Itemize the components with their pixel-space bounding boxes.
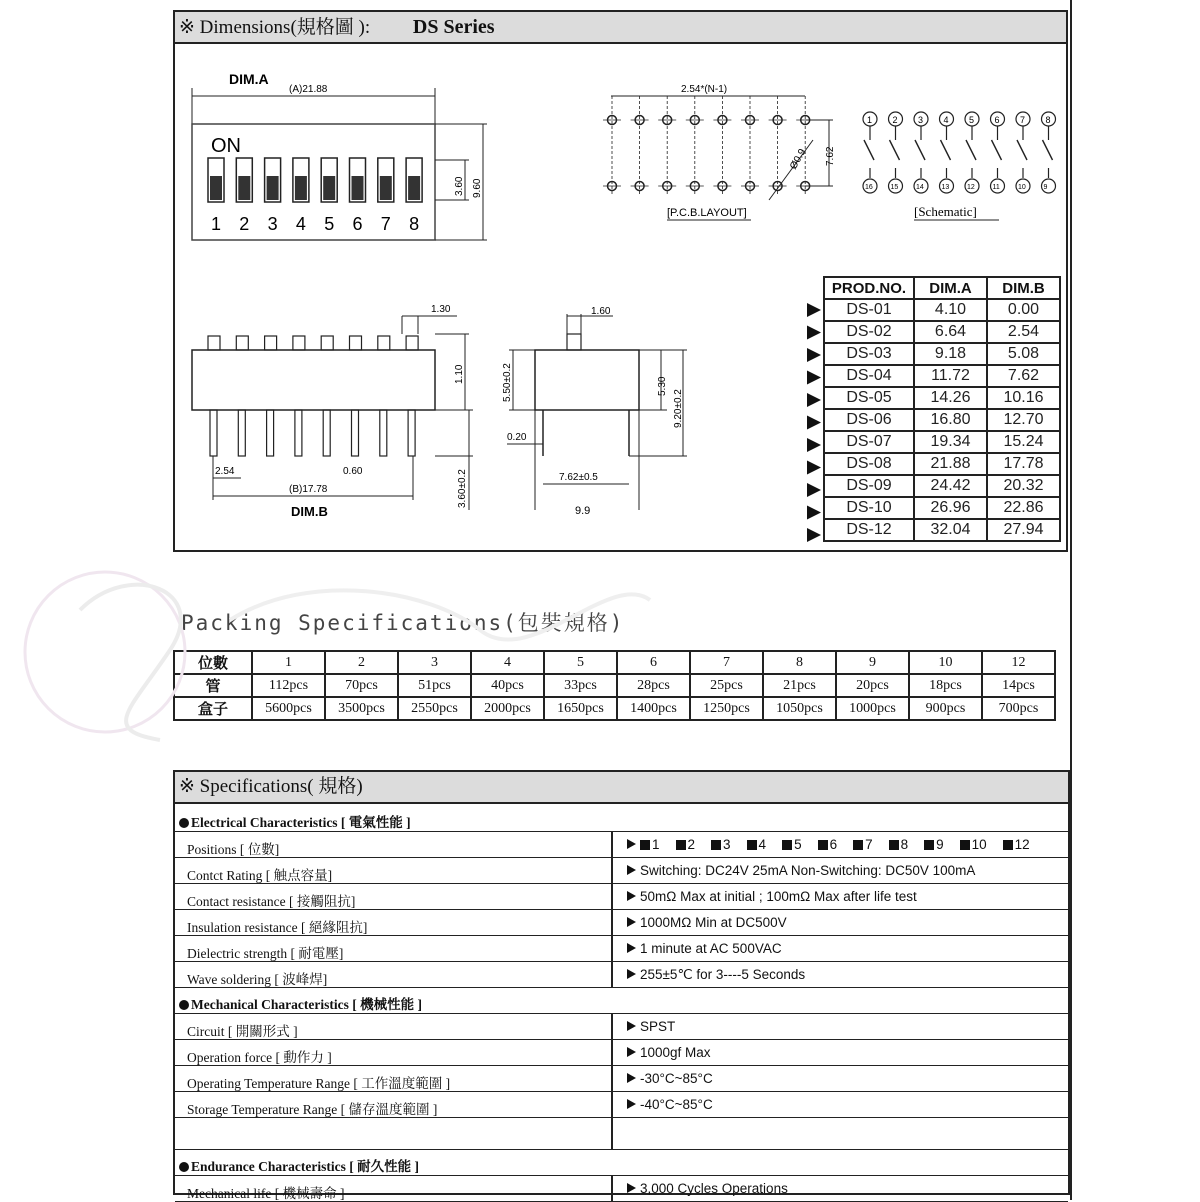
packing-cell: 700pcs (982, 697, 1055, 720)
side-actuator (208, 336, 220, 350)
prod-cell-number: DS-09 (824, 475, 914, 497)
position-value: 12 (1014, 837, 1030, 852)
switch-number: 2 (239, 214, 250, 234)
schematic-switches (863, 112, 1056, 193)
prod-table-row (824, 321, 1060, 343)
prod-table-row (824, 409, 1060, 431)
triangle-icon (627, 1073, 636, 1083)
dip-switch-knob (210, 176, 222, 200)
packing-cell: 18pcs (909, 674, 982, 697)
prod-cell-dima: 26.96 (914, 497, 987, 519)
schematic-pin-number: 10 (1018, 184, 1026, 191)
switch-number: 4 (295, 214, 306, 234)
prod-cell-number: DS-03 (824, 343, 914, 365)
prod-cell-dima: 6.64 (914, 321, 987, 343)
row-arrow-icon (807, 528, 821, 542)
packing-table (173, 650, 1056, 721)
switch-array (208, 158, 422, 234)
prod-cell-number: DS-08 (824, 453, 914, 475)
prod-cell-dimb: 0.00 (987, 299, 1060, 321)
dim-960: 9.60 (472, 178, 483, 198)
spec-row (175, 936, 1068, 962)
triangle-icon (627, 839, 636, 849)
switch-number: 7 (380, 214, 391, 234)
packing-cell: 3500pcs (325, 697, 398, 720)
dimensions-header-prefix: ※ Dimensions(規格圖 ): (179, 17, 371, 38)
bullet-icon (179, 1000, 189, 1010)
spec-label: Operating Temperature Range [ 工作溫度範圍 ] (187, 1076, 451, 1091)
triangle-icon (627, 1099, 636, 1109)
spec-label: Contact resistance [ 接觸阻抗] (187, 894, 356, 909)
prod-cell-dimb: 15.24 (987, 431, 1060, 453)
schematic-pin-number: 7 (1020, 115, 1026, 125)
square-icon (640, 840, 650, 850)
spec-category (175, 988, 1068, 1014)
square-icon (889, 840, 899, 850)
packing-cell: 900pcs (909, 697, 982, 720)
packing-cell: 8 (763, 651, 836, 674)
packing-cell: 2550pcs (398, 697, 471, 720)
pcb-top-dim: 2.54*(N-1) (681, 84, 728, 95)
on-label: ON (211, 135, 241, 157)
spec-row (175, 1066, 1068, 1092)
prod-cell-dimb: 20.32 (987, 475, 1060, 497)
spec-label: Wave soldering [ 波峰焊] (187, 972, 328, 987)
end-762: 7.62±0.5 (559, 472, 598, 483)
side-pin (380, 410, 387, 456)
square-icon (818, 840, 828, 850)
side-actuator (321, 336, 333, 350)
prod-cell-dima: 32.04 (914, 519, 987, 541)
end-920: 9.20±0.2 (673, 389, 684, 428)
prod-table-row (824, 497, 1060, 519)
position-value: 10 (971, 837, 987, 852)
packing-cell: 3 (398, 651, 471, 674)
prod-cell-number: DS-04 (824, 365, 914, 387)
spec-label: Mechanical life [ 機械壽命 ] (187, 1186, 345, 1201)
packing-label-positions: 位數 (174, 651, 252, 674)
row-arrow-icon (807, 393, 821, 407)
spec-row (175, 1014, 1068, 1040)
square-icon (782, 840, 792, 850)
triangle-icon (627, 1183, 636, 1193)
prod-cell-number: DS-01 (824, 299, 914, 321)
prod-cell-dimb: 7.62 (987, 365, 1060, 387)
prod-table-row (824, 299, 1060, 321)
packing-cell: 1250pcs (690, 697, 763, 720)
prod-cell-number: DS-10 (824, 497, 914, 519)
schematic-caption: [Schematic] (914, 204, 977, 219)
spec-category (175, 1150, 1068, 1176)
spec-category-title: Electrical Characteristics [ 電氣性能 ] (191, 815, 411, 830)
row-arrow-icon (807, 416, 821, 430)
prod-cell-number: DS-02 (824, 321, 914, 343)
spec-label: Operation force [ 動作力 ] (187, 1050, 332, 1065)
side-actuator (265, 336, 277, 350)
prod-table-row (824, 343, 1060, 365)
side-360: 3.60±0.2 (457, 469, 468, 508)
product-dimension-table (823, 276, 1061, 542)
bullet-icon (179, 818, 189, 828)
prod-table-row (824, 475, 1060, 497)
spec-row (175, 1176, 1068, 1202)
schematic-pin-number: 4 (943, 115, 949, 125)
side-pin (238, 410, 245, 456)
prod-cell-dima: 11.72 (914, 365, 987, 387)
prod-header-prodno: PROD.NO. (824, 277, 914, 299)
packing-cell: 25pcs (690, 674, 763, 697)
row-arrow-icon (807, 438, 821, 452)
side-actuator (236, 336, 248, 350)
packing-cell: 4 (471, 651, 544, 674)
packing-cell: 51pcs (398, 674, 471, 697)
prod-cell-number: DS-05 (824, 387, 914, 409)
row-arrow-icon (807, 303, 821, 317)
triangle-icon (627, 969, 636, 979)
packing-cell: 9 (836, 651, 909, 674)
packing-cell: 7 (690, 651, 763, 674)
prod-table-row (824, 431, 1060, 453)
packing-cell: 1050pcs (763, 697, 836, 720)
triangle-icon (627, 891, 636, 901)
page-right-border (1070, 0, 1072, 1200)
spec-label: Contct Rating [ 触点容量] (187, 868, 333, 883)
prod-table-row (824, 387, 1060, 409)
spec-row (175, 962, 1068, 988)
side-b: (B)17.78 (289, 484, 328, 495)
spec-value: 1000MΩ Min at DC500V (640, 915, 787, 930)
spec-category-title: Mechanical Characteristics [ 機械性能 ] (191, 997, 422, 1012)
prod-cell-number: DS-07 (824, 431, 914, 453)
spec-category-title: Endurance Characteristics [ 耐久性能 ] (191, 1159, 419, 1174)
specifications-header-text: ※ Specifications( 規格) (179, 776, 363, 797)
spec-value: 50mΩ Max at initial ; 100mΩ Max after life test (640, 889, 917, 904)
dip-switch-knob (267, 176, 279, 200)
dip-switch-knob (352, 176, 364, 200)
schematic-pin-number: 12 (967, 184, 975, 191)
side-actuator (406, 336, 418, 350)
prod-cell-dima: 4.10 (914, 299, 987, 321)
prod-cell-dimb: 12.70 (987, 409, 1060, 431)
prod-table-row (824, 365, 1060, 387)
top-view-drawing (192, 71, 487, 240)
row-arrow-icon (807, 461, 821, 475)
prod-header-dima: DIM.A (914, 277, 987, 299)
schematic-pin-number: 16 (865, 184, 873, 191)
switch-number: 3 (267, 214, 278, 234)
side-pins (208, 336, 418, 456)
packing-cell: 2000pcs (471, 697, 544, 720)
spec-value: 1000gf Max (640, 1045, 711, 1060)
square-icon (960, 840, 970, 850)
end-020: 0.20 (507, 432, 527, 443)
position-value: 2 (687, 837, 696, 852)
spec-value: SPST (640, 1019, 676, 1034)
prod-table-arrows (807, 303, 821, 542)
prod-header-dimb: DIM.B (987, 277, 1060, 299)
packing-cell: 1 (252, 651, 325, 674)
dip-switch-knob (408, 176, 420, 200)
triangle-icon (627, 943, 636, 953)
spec-value: 255±5℃ for 3----5 Seconds (640, 967, 806, 982)
spec-value: 3,000 Cycles Operations (640, 1181, 788, 1196)
square-icon (924, 840, 934, 850)
spec-value: Switching: DC24V 25mA Non-Switching: DC50V 100mA (640, 863, 976, 878)
spec-label: Circuit [ 開關形式 ] (187, 1024, 298, 1039)
prod-cell-dimb: 17.78 (987, 453, 1060, 475)
schematic-pin-number: 2 (892, 115, 898, 125)
square-icon (853, 840, 863, 850)
prod-cell-dimb: 5.08 (987, 343, 1060, 365)
packing-cell: 5600pcs (252, 697, 325, 720)
packing-cell: 5 (544, 651, 617, 674)
end-160: 1.60 (591, 306, 611, 317)
prod-table-row (824, 519, 1060, 541)
packing-cell: 1000pcs (836, 697, 909, 720)
packing-cell: 12 (982, 651, 1055, 674)
side-actuator (350, 336, 362, 350)
packing-cell: 112pcs (252, 674, 325, 697)
prod-cell-dima: 21.88 (914, 453, 987, 475)
triangle-icon (627, 865, 636, 875)
dim-a-label: DIM.A (229, 71, 269, 87)
side-view-drawing (192, 304, 473, 519)
packing-cell: 1650pcs (544, 697, 617, 720)
packing-cell: 20pcs (836, 674, 909, 697)
row-arrow-icon (807, 348, 821, 362)
square-icon (747, 840, 757, 850)
pcb-762: 7.62 (825, 146, 836, 166)
spec-row (175, 1040, 1068, 1066)
schematic-pin-number: 11 (992, 184, 1000, 191)
position-value: 1 (652, 837, 660, 852)
position-value: 8 (900, 837, 909, 852)
spec-label: Dielectric strength [ 耐電壓] (187, 946, 344, 961)
switch-number: 6 (352, 214, 363, 234)
schematic-pin-number: 1 (867, 115, 873, 125)
dim-a-value: (A)21.88 (289, 84, 328, 95)
position-value: 4 (758, 837, 767, 852)
packing-row-tube (174, 674, 1055, 697)
side-pin (267, 410, 274, 456)
triangle-icon (627, 917, 636, 927)
packing-cell: 10 (909, 651, 982, 674)
dim-b-label: DIM.B (291, 504, 328, 519)
packing-cell: 28pcs (617, 674, 690, 697)
prod-cell-dimb: 22.86 (987, 497, 1060, 519)
pcb-layout-drawing (603, 84, 836, 220)
side-actuator (293, 336, 305, 350)
end-530: 5.30 (657, 376, 668, 396)
row-arrow-icon (807, 483, 821, 497)
spec-row (175, 910, 1068, 936)
prod-cell-dima: 19.34 (914, 431, 987, 453)
spec-label: Storage Temperature Range [ 儲存溫度範圍 ] (187, 1102, 438, 1117)
switch-number: 5 (324, 214, 335, 234)
side-pin (210, 410, 217, 456)
position-value: 3 (723, 837, 731, 852)
spec-row (175, 858, 1068, 884)
spec-value: 1 minute at AC 500VAC (640, 941, 782, 956)
row-arrow-icon (807, 371, 821, 385)
square-icon (1003, 840, 1013, 850)
packing-cell: 40pcs (471, 674, 544, 697)
schematic-pin-number: 15 (890, 184, 899, 191)
side-254: 2.54 (215, 466, 235, 477)
triangle-icon (627, 1047, 636, 1057)
end-550: 5.50±0.2 (502, 363, 513, 402)
schematic-drawing (863, 112, 1056, 220)
spec-label: Positions [ 位數] (187, 842, 280, 857)
switch-number: 1 (211, 214, 222, 234)
prod-table-header (824, 277, 1060, 299)
spec-empty-row (175, 1118, 1068, 1150)
bullet-icon (179, 1162, 189, 1172)
prod-cell-dima: 14.26 (914, 387, 987, 409)
packing-cell: 33pcs (544, 674, 617, 697)
triangle-icon (627, 1021, 636, 1031)
side-pin (408, 410, 415, 456)
spec-row (175, 884, 1068, 910)
row-arrow-icon (807, 506, 821, 520)
packing-row-box (174, 697, 1055, 720)
schematic-pin-number: 6 (994, 115, 1000, 125)
spec-row (175, 832, 1068, 858)
end-view-drawing (502, 306, 687, 517)
dim-360: 3.60 (454, 176, 465, 196)
side-110: 1.10 (454, 364, 465, 384)
prod-cell-number: DS-06 (824, 409, 914, 431)
schematic-pin-number: 5 (969, 115, 975, 125)
spec-category (175, 806, 1068, 832)
position-value: 9 (936, 837, 944, 852)
packing-cell: 70pcs (325, 674, 398, 697)
prod-cell-dimb: 10.16 (987, 387, 1060, 409)
side-pin (323, 410, 330, 456)
side-130: 1.30 (431, 304, 451, 315)
prod-cell-dima: 9.18 (914, 343, 987, 365)
switch-number: 8 (409, 214, 420, 234)
prod-table-row (824, 453, 1060, 475)
spec-value: -30°C~85°C (640, 1071, 713, 1086)
packing-cell: 14pcs (982, 674, 1055, 697)
side-pin (352, 410, 359, 456)
schematic-pin-number: 13 (941, 184, 950, 191)
packing-cell: 1400pcs (617, 697, 690, 720)
pcb-caption: [P.C.B.LAYOUT] (667, 207, 747, 219)
spec-value: -40°C~85°C (640, 1097, 713, 1112)
schematic-pin-number: 3 (918, 115, 924, 125)
packing-row-positions (174, 651, 1055, 674)
spec-row (175, 1092, 1068, 1118)
prod-cell-number: DS-12 (824, 519, 914, 541)
packing-label-box: 盒子 (174, 697, 252, 720)
prod-cell-dimb: 2.54 (987, 321, 1060, 343)
position-value: 7 (865, 837, 873, 852)
side-pin (295, 410, 302, 456)
packing-label-tube: 管 (174, 674, 252, 697)
dip-switch-knob (380, 176, 392, 200)
square-icon (711, 840, 721, 850)
dip-switch-knob (295, 176, 307, 200)
dimensions-header-series: DS Series (412, 16, 495, 38)
square-icon (676, 840, 686, 850)
end-99: 9.9 (575, 505, 591, 517)
schematic-pin-number: 14 (916, 184, 924, 191)
packing-cell: 21pcs (763, 674, 836, 697)
schematic-pin-number: 8 (1045, 115, 1051, 125)
dip-switch-knob (323, 176, 335, 200)
row-arrow-icon (807, 326, 821, 340)
packing-cell: 6 (617, 651, 690, 674)
position-value: 5 (794, 837, 802, 852)
side-actuator (378, 336, 390, 350)
packing-cell: 2 (325, 651, 398, 674)
dip-switch-knob (238, 176, 250, 200)
spec-label: Insulation resistance [ 絕緣阻抗] (187, 920, 368, 935)
pcb-diameter: Ø0.9 (788, 147, 809, 172)
prod-cell-dima: 16.80 (914, 409, 987, 431)
side-060: 0.60 (343, 466, 363, 477)
position-value: 6 (829, 837, 838, 852)
prod-cell-dima: 24.42 (914, 475, 987, 497)
specifications-header (173, 770, 1070, 804)
packing-title: Packing Specifications(包裝規格) (181, 611, 625, 635)
prod-cell-dimb: 27.94 (987, 519, 1060, 541)
schematic-pin-number: 9 (1043, 184, 1048, 191)
